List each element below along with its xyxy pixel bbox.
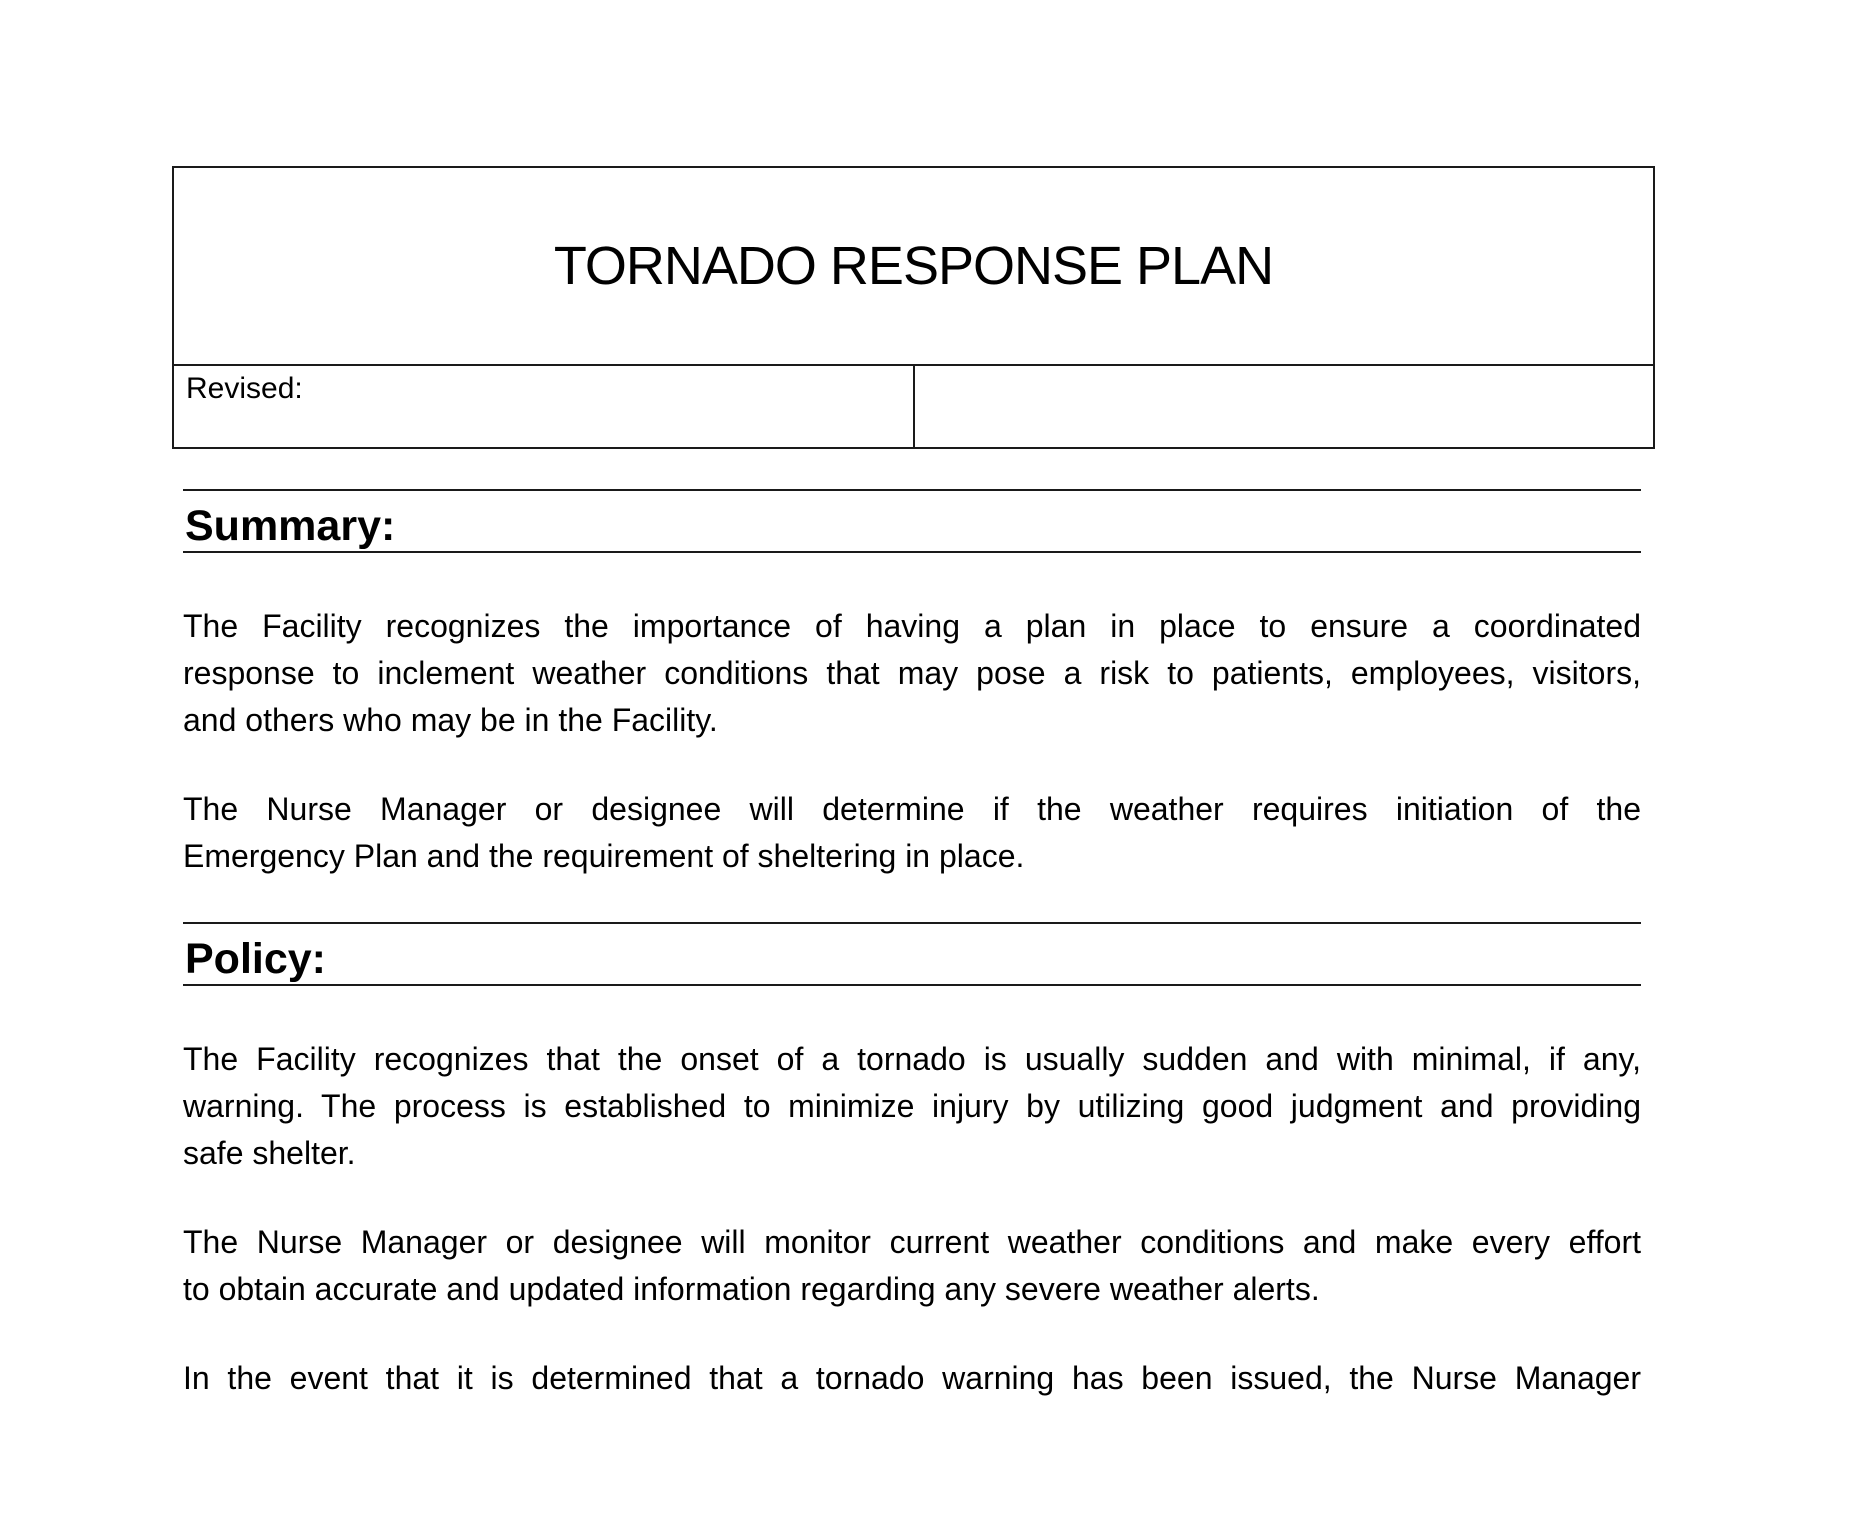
text-line: warning. The process is established to minimize injury by utilizing good judgment and providing [183, 1088, 1641, 1124]
revised-value-cell [914, 365, 1655, 448]
text-line: The Nurse Manager or designee will monitor current weather conditions and make every effort [183, 1224, 1641, 1260]
text-line: The Facility recognizes the importance of having a plan in place to ensure a coordinated [183, 608, 1641, 644]
header-table [172, 166, 1655, 449]
document-page [0, 166, 1854, 1531]
revised-label: Revised: [173, 365, 914, 448]
text-line: In the event that it is determined that a tornado warning has been issued, the Nurse Manager [183, 1360, 1641, 1396]
paragraph [183, 1219, 1641, 1313]
text-line: The Facility recognizes that the onset of a tornado is usually sudden and with minimal, if any, [183, 1041, 1641, 1077]
paragraph [183, 1355, 1641, 1402]
document-title: TORNADO RESPONSE PLAN [173, 167, 1654, 365]
text-column [183, 489, 1641, 1402]
document-body [172, 166, 1655, 1402]
section-heading-policy: Policy: [183, 922, 1641, 986]
text-line: safe shelter. [183, 1135, 356, 1171]
text-line: The Nurse Manager or designee will determine if the weather requires initiation of the [183, 791, 1641, 827]
section-heading-summary: Summary: [183, 489, 1641, 553]
text-line: response to inclement weather conditions that may pose a risk to patients, employees, visitors, [183, 655, 1641, 691]
text-line: to obtain accurate and updated information regarding any severe weather alerts. [183, 1271, 1320, 1307]
text-line: Emergency Plan and the requirement of sheltering in place. [183, 838, 1025, 874]
header-title-row [173, 167, 1654, 365]
paragraph [183, 786, 1641, 880]
paragraph [183, 603, 1641, 744]
paragraph [183, 1036, 1641, 1177]
header-revised-row [173, 365, 1654, 448]
text-line: and others who may be in the Facility. [183, 702, 718, 738]
